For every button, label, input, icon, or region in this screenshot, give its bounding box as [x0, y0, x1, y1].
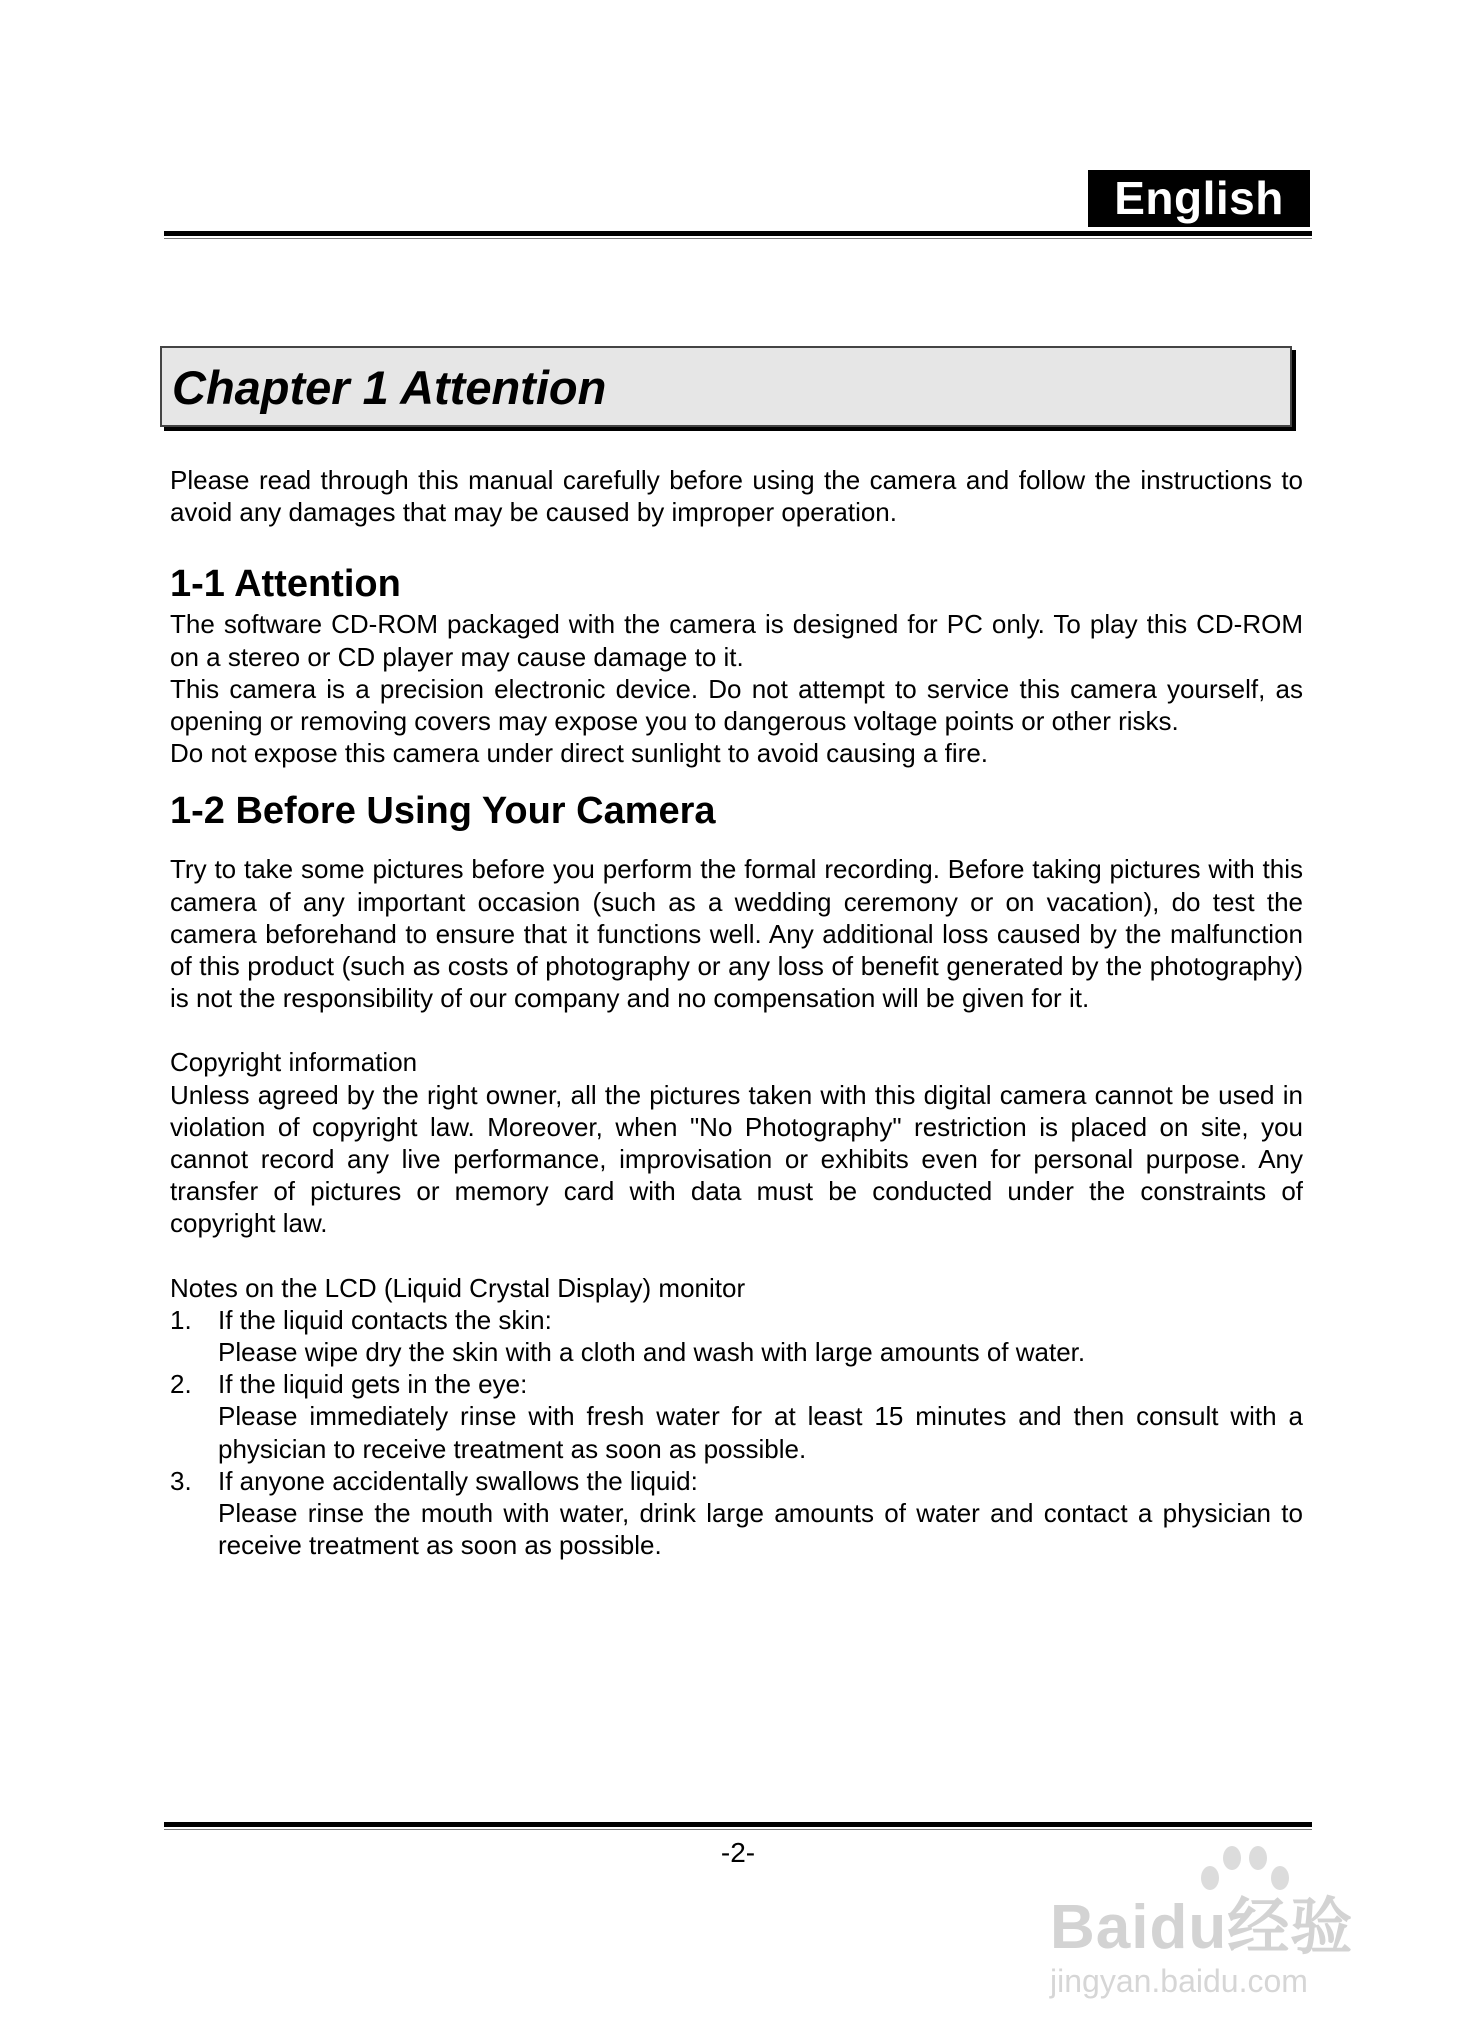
list-item [170, 1465, 1303, 1562]
list-item [170, 1368, 1303, 1465]
section-heading-before-using: 1-2 Before Using Your Camera [170, 790, 716, 833]
footer-rule [164, 1822, 1312, 1827]
section2-paragraph: Try to take some pictures before you perform the formal recording. Before taking pictures with this camera of any important occasion (such as a wedding ceremony or on vacation), do test the camera beforehand to ensure that it functions well. Any additional loss caused by the malfunction of this product (such as costs of photography or any loss of benefit generated by the photography) is not the responsibility of our company and no compensation will be given for it. [170, 854, 1303, 1014]
lcd-notes-title: Notes on the LCD (Liquid Crystal Display) monitor [170, 1272, 746, 1303]
list-item-condition: If the liquid contacts the skin: [218, 1304, 552, 1335]
list-item-number: 2. [170, 1369, 192, 1400]
list-item-instruction: Please immediately rinse with fresh water for at least 15 minutes and then consult with a physician to receive treatment as soon as possible. [218, 1401, 1303, 1464]
section-heading-attention: 1-1 Attention [170, 563, 401, 606]
list-item [170, 1304, 1303, 1368]
language-badge: English [1088, 170, 1310, 227]
list-item-number: 3. [170, 1465, 192, 1496]
section1-paragraph: Do not expose this camera under direct sunlight to avoid causing a fire. [170, 738, 989, 769]
list-item-number: 1. [170, 1304, 192, 1335]
list-item-instruction: Please rinse the mouth with water, drink large amounts of water and contact a physician to receive treatment as soon as possible. [218, 1498, 1303, 1561]
chapter-banner [160, 346, 1292, 427]
list-item-condition: If anyone accidentally swallows the liquid: [218, 1465, 698, 1496]
section1-paragraph: This camera is a precision electronic device. Do not attempt to service this camera yourself, as opening or removing covers may expose you to dangerous voltage points or other risks. [170, 673, 1303, 737]
section1-paragraph: The software CD-ROM packaged with the camera is designed for PC only. To play this CD-ROM on a stereo or CD player may cause damage to it. [170, 609, 1303, 672]
lcd-notes-list [170, 1304, 1303, 1562]
list-item-condition: If the liquid gets in the eye: [218, 1369, 528, 1400]
watermark-url: jingyan.baidu.com [1050, 1963, 1308, 1999]
baidu-watermark [1040, 1838, 1400, 1998]
copyright-title: Copyright information [170, 1047, 418, 1078]
list-item-instruction: Please wipe dry the skin with a cloth and wash with large amounts of water. [218, 1337, 1086, 1368]
watermark-brand: Baidu经验 [1050, 1893, 1354, 1962]
footer-rule-shadow [164, 1829, 1312, 1830]
chapter-title: Chapter 1 Attention [172, 361, 607, 414]
chapter-intro: Please read through this manual carefully before using the camera and follow the instructions to avoid any damages that may be caused by improper operation. [170, 465, 1303, 528]
header-rule [164, 231, 1312, 236]
copyright-text: Unless agreed by the right owner, all the pictures taken with this digital camera cannot be used in violation of copyright law. Moreover, when "No Photography" restriction is placed on site, you cannot record any live performance, improvisation or exhibits even for personal purpose. Any transfer of pictures or memory card with data must be conducted under the constraints of copyright law. [170, 1079, 1303, 1239]
page-content [170, 464, 1303, 1561]
page-number: -2- [720, 1837, 756, 1868]
header-rule-shadow [164, 238, 1312, 239]
